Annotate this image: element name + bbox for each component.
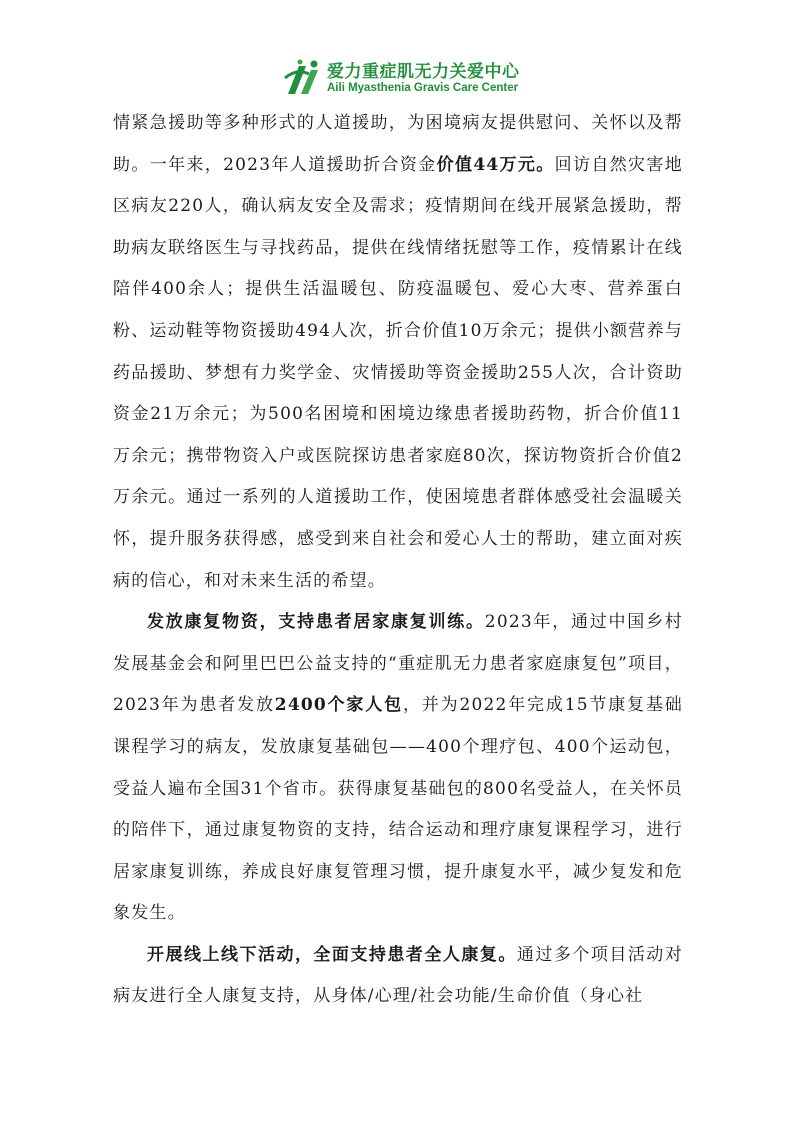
- logo-title-en: Aili Myasthenia Gravis Care Center: [327, 82, 519, 94]
- document-body: [113, 103, 683, 1018]
- bold-highlight: 价值44万元。: [436, 154, 555, 175]
- logo-title-cn: 爱力重症肌无力关爱中心: [327, 62, 520, 82]
- paragraph-humanitarian-aid: [113, 103, 683, 602]
- page-header: [0, 58, 794, 102]
- paragraph-text: ，并为2022年完成15节康复基础课程学习的病友，发放康复基础包——400个理疗包、400个运动包，受益人遍布全国31个省市。获得康复基础包的800名受益人，在关怀员的陪伴下，通过康复物资的支持，结合运动和理疗康复课程学习，进行居家康复训练，养成良好康复管理习惯，提升康复水平，减少复发和危象发生。: [113, 695, 684, 924]
- paragraph-text: 通过多个项目活动对病友进行全人康复支持，从身体/心理/社会功能/生命价值（身心社: [113, 944, 683, 1007]
- paragraph-text: 2023年，通过中国乡村发展基金会和阿里巴巴公益支持的“重症肌无力患者家庭康复包”项目，2023年为患者发放: [113, 612, 683, 716]
- paragraph-rehab-supplies: [113, 602, 683, 935]
- paragraph-holistic-rehab: [113, 935, 683, 1018]
- aili-logo-icon: [283, 58, 325, 98]
- bold-highlight: 2400个家人包: [274, 695, 403, 716]
- section-lead: 开展线上线下活动，全面支持患者全人康复。: [147, 944, 517, 965]
- paragraph-text: 回访自然灾害地区病友220人，确认病友安全及需求；疫情期间在线开展紧急援助，帮助病友联络医生与寻找药品，提供在线情绪抚慰等工作，疫情累计在线陪伴400余人；提供生活温暖包、防疫温暖包、爱心大枣、营养蛋白粉、运动鞋等物资援助494人次，折合价值10万余元；提供小额营养与药品援助、梦想有力奖学金、灾情援助等资金援助255人次，合计资助资金21万余元；为500名困境和困境边缘患者援助药物，折合价值11万余元；携带物资入户或医院探访患者家庭80次，探访物资折合价值2万余元。通过一系列的人道援助工作，使困境患者群体感受社会温暖关怀，提升服务获得感，感受到来自社会和爱心人士的帮助，建立面对疾病的信心，和对未来生活的希望。: [113, 154, 683, 591]
- paragraph-text: 情紧急援助等多种形式的人道援助，为困境病友提供慰问、关怀以及帮助。一年来，2023年人道援助折合资金: [113, 113, 683, 175]
- section-lead: 发放康复物资，支持患者居家康复训练。: [147, 612, 485, 633]
